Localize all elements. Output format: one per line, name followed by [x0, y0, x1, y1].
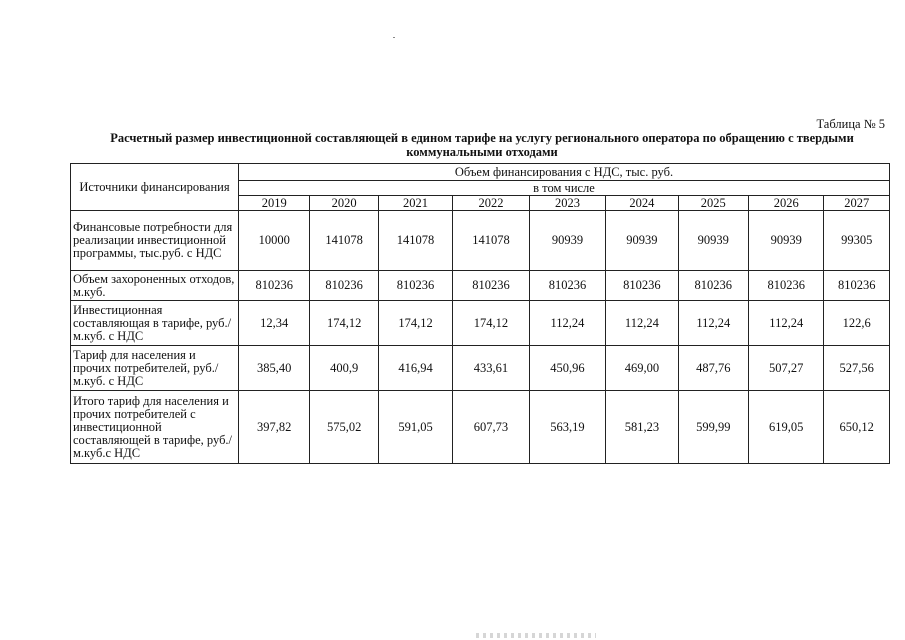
header-year: 2022	[453, 196, 529, 211]
header-year: 2020	[310, 196, 378, 211]
cell-value: 12,34	[239, 301, 310, 346]
financing-table	[70, 163, 890, 464]
table-caption: Расчетный размер инвестиционной составляющей в едином тарифе на услугу регионального оператора по обращению с твердыми коммунальными отходами	[110, 131, 854, 159]
row-label: Инвестиционная составляющая в тарифе, руб./м.куб. с НДС	[71, 301, 239, 346]
cell-value: 141078	[378, 211, 452, 271]
cell-value: 99305	[824, 211, 890, 271]
header-year: 2026	[749, 196, 824, 211]
cell-value: 112,24	[606, 301, 678, 346]
table-row	[71, 346, 890, 391]
cell-value: 450,96	[529, 346, 605, 391]
cell-value: 527,56	[824, 346, 890, 391]
cell-value: 581,23	[606, 391, 678, 464]
cell-value: 810236	[239, 271, 310, 301]
row-label: Тариф для населения и прочих потребителей, руб./м.куб. с НДС	[71, 346, 239, 391]
header-volume: Объем финансирования с НДС, тыс. руб.	[239, 164, 890, 181]
row-label: Итого тариф для населения и прочих потребителей с инвестиционной составляющей в тарифе, руб./м.куб.с НДС	[71, 391, 239, 464]
cell-value: 599,99	[678, 391, 748, 464]
cell-value: 90939	[606, 211, 678, 271]
cell-value: 416,94	[378, 346, 452, 391]
cell-value: 810236	[749, 271, 824, 301]
table-row	[71, 391, 890, 464]
cell-value: 141078	[310, 211, 378, 271]
cell-value: 112,24	[749, 301, 824, 346]
header-year: 2025	[678, 196, 748, 211]
cell-value: 810236	[678, 271, 748, 301]
table-row	[71, 211, 890, 271]
cell-value: 487,76	[678, 346, 748, 391]
table-row	[71, 301, 890, 346]
cell-value: 174,12	[453, 301, 529, 346]
cell-value: 122,6	[824, 301, 890, 346]
cell-value: 507,27	[749, 346, 824, 391]
cell-value: 810236	[606, 271, 678, 301]
table-number: Таблица № 5	[816, 117, 885, 131]
cell-value: 433,61	[453, 346, 529, 391]
illegible-footer-mark	[476, 633, 596, 638]
cell-value: 810236	[529, 271, 605, 301]
cell-value: 650,12	[824, 391, 890, 464]
cell-value: 112,24	[529, 301, 605, 346]
cell-value: 575,02	[310, 391, 378, 464]
cell-value: 810236	[453, 271, 529, 301]
header-year: 2019	[239, 196, 310, 211]
cell-value: 385,40	[239, 346, 310, 391]
header-year: 2024	[606, 196, 678, 211]
cell-value: 810236	[310, 271, 378, 301]
header-year: 2027	[824, 196, 890, 211]
cell-value: 810236	[824, 271, 890, 301]
cell-value: 10000	[239, 211, 310, 271]
cell-value: 591,05	[378, 391, 452, 464]
cell-value: 141078	[453, 211, 529, 271]
cell-value: 112,24	[678, 301, 748, 346]
cell-value: 400,9	[310, 346, 378, 391]
row-label: Объем захороненных отходов, м.куб.	[71, 271, 239, 301]
cell-value: 469,00	[606, 346, 678, 391]
cell-value: 90939	[749, 211, 824, 271]
cell-value: 607,73	[453, 391, 529, 464]
header-subheader: в том числе	[239, 181, 890, 196]
table-row	[71, 271, 890, 301]
cell-value: 397,82	[239, 391, 310, 464]
cell-value: 90939	[529, 211, 605, 271]
scan-speck	[393, 37, 395, 38]
cell-value: 174,12	[310, 301, 378, 346]
header-year: 2021	[378, 196, 452, 211]
row-label: Финансовые потребности для реализации инвестиционной программы, тыс.руб. с НДС	[71, 211, 239, 271]
header-year: 2023	[529, 196, 605, 211]
cell-value: 90939	[678, 211, 748, 271]
cell-value: 174,12	[378, 301, 452, 346]
cell-value: 619,05	[749, 391, 824, 464]
cell-value: 810236	[378, 271, 452, 301]
cell-value: 563,19	[529, 391, 605, 464]
header-source: Источники финансирования	[71, 164, 239, 211]
